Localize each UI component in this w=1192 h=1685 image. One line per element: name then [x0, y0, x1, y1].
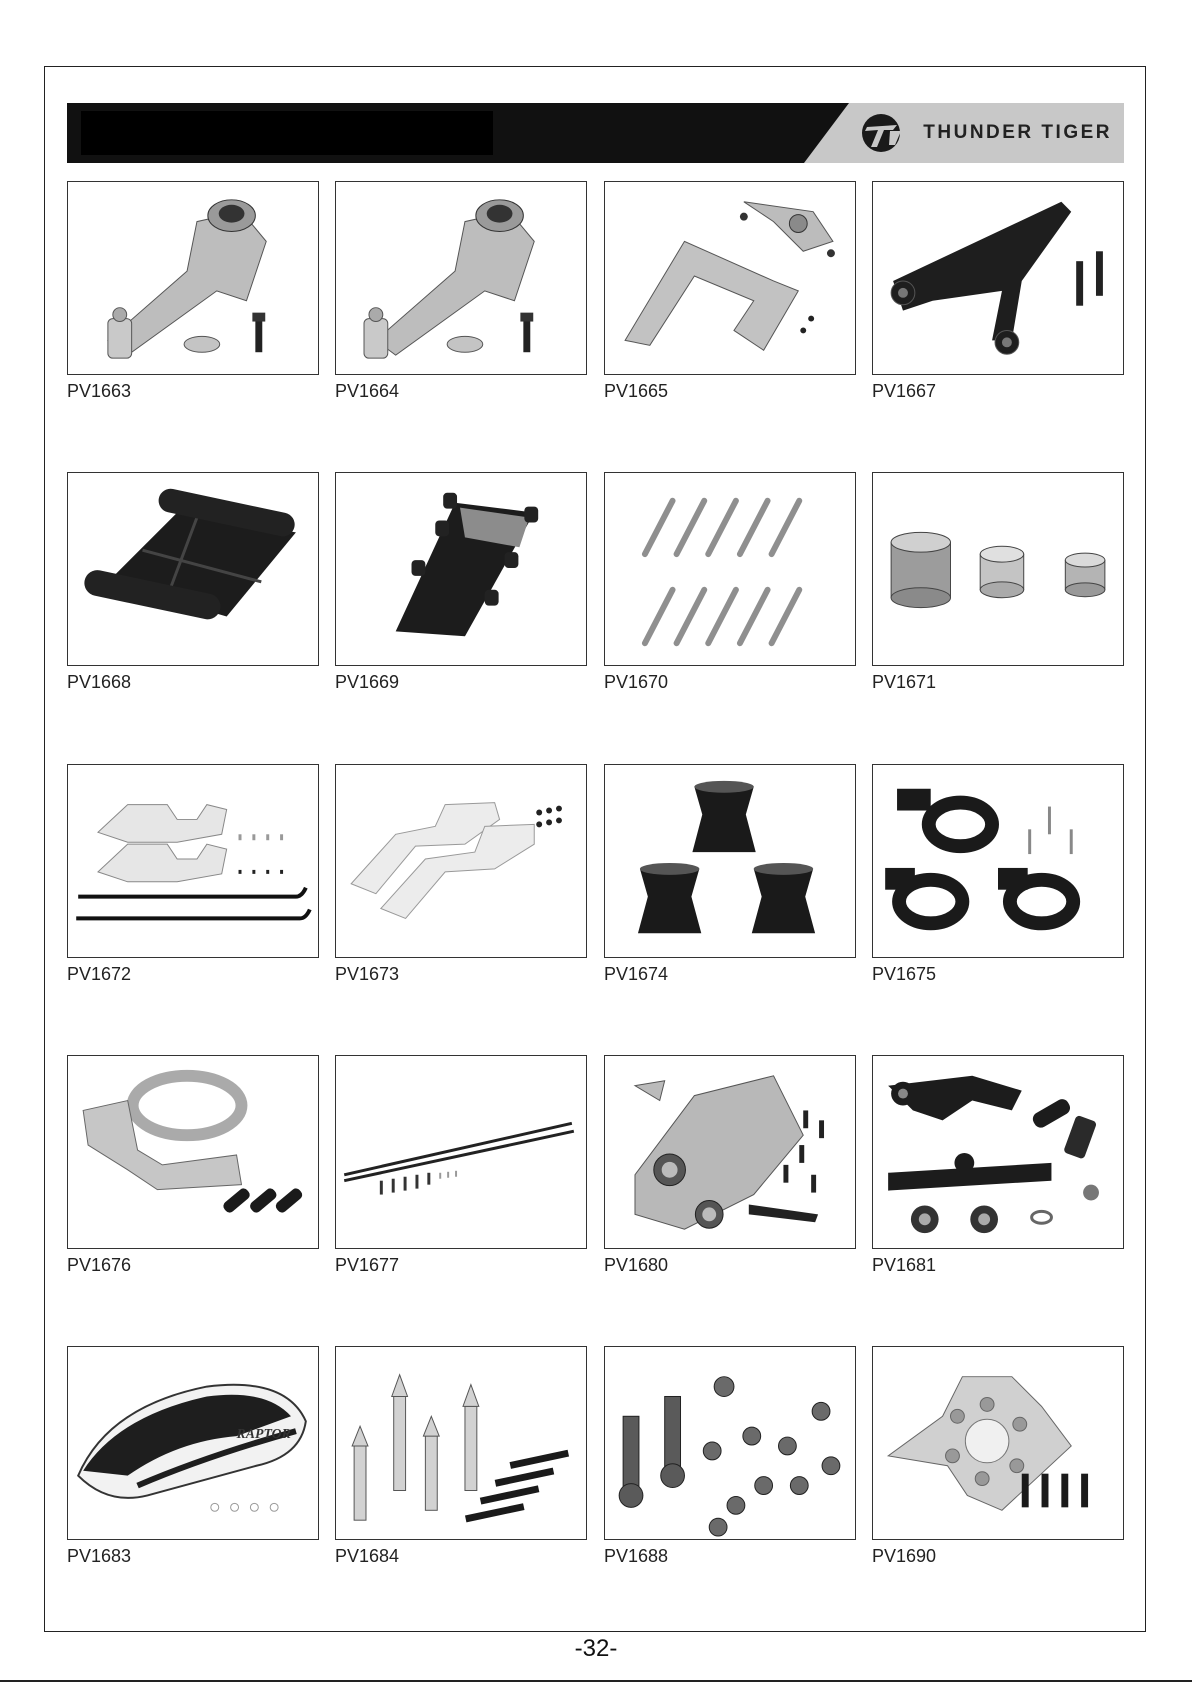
part-image — [335, 764, 587, 958]
part-code: PV1673 — [335, 964, 400, 984]
part-code: PV1677 — [335, 1255, 400, 1275]
part-item — [872, 764, 1124, 986]
part-item — [604, 181, 856, 403]
part-image — [335, 1346, 587, 1540]
collar-rings-icon — [873, 473, 1123, 665]
thunder-tiger-logo-icon — [857, 111, 913, 155]
part-item — [872, 472, 1124, 694]
part-code: PV1672 — [67, 964, 132, 984]
part-code: PV1674 — [604, 964, 669, 984]
parts-row — [67, 181, 1124, 411]
skid-plate-icon — [68, 473, 318, 665]
clamp-rings-icon — [873, 765, 1123, 957]
part-image — [335, 1055, 587, 1249]
part-item — [335, 764, 587, 986]
parts-row — [67, 472, 1124, 702]
part-item — [604, 472, 856, 694]
part-image — [604, 764, 856, 958]
part-code: PV1675 — [872, 964, 937, 984]
part-code: PV1665 — [604, 381, 669, 401]
part-code: PV1668 — [67, 672, 132, 692]
part-item — [604, 764, 856, 986]
page-number: -32- — [574, 1635, 618, 1662]
standoff-rods-icon — [605, 473, 855, 665]
struts-icon — [336, 765, 586, 957]
part-code: PV1681 — [872, 1255, 937, 1275]
part-item — [872, 181, 1124, 403]
part-image — [67, 1055, 319, 1249]
brand — [857, 111, 1112, 155]
parts-row — [67, 764, 1124, 994]
part-item — [872, 1055, 1124, 1277]
redacted-title — [81, 111, 493, 155]
brand-name: THUNDER TIGER — [923, 122, 1112, 143]
tail-case-icon — [605, 1056, 855, 1248]
landing-gear-icon — [68, 765, 318, 957]
part-image — [604, 181, 856, 375]
bearing-arm-icon — [68, 182, 318, 374]
part-code: PV1680 — [604, 1255, 669, 1275]
part-code: PV1671 — [872, 672, 937, 692]
bearing-arm-icon — [336, 182, 586, 374]
part-image — [604, 1346, 856, 1540]
part-code: PV1669 — [335, 672, 400, 692]
part-item — [335, 181, 587, 403]
part-image — [604, 472, 856, 666]
part-image — [872, 1055, 1124, 1249]
part-code: PV1690 — [872, 1546, 937, 1566]
part-code: PV1676 — [67, 1255, 132, 1275]
battery-tray-icon — [336, 473, 586, 665]
part-item — [335, 1346, 587, 1568]
part-item — [604, 1055, 856, 1277]
part-image — [335, 181, 587, 375]
part-item — [335, 1055, 587, 1277]
part-item — [335, 472, 587, 694]
part-image — [872, 764, 1124, 958]
part-code: PV1663 — [67, 381, 132, 401]
bottom-rule — [0, 1680, 1192, 1682]
part-item — [604, 1346, 856, 1568]
part-image — [67, 472, 319, 666]
part-image — [872, 1346, 1124, 1540]
part-image — [335, 472, 587, 666]
part-item — [67, 764, 319, 986]
part-image — [604, 1055, 856, 1249]
part-code: PV1664 — [335, 381, 400, 401]
part-image — [67, 764, 319, 958]
rods-icon — [336, 1056, 586, 1248]
parts-row — [67, 1346, 1124, 1576]
part-image — [67, 1346, 319, 1540]
svg-text:RAPTOR: RAPTOR — [236, 1426, 291, 1442]
page-header — [67, 103, 1124, 163]
canopy-icon — [68, 1347, 318, 1539]
part-item — [67, 472, 319, 694]
ball-links-icon — [605, 1347, 855, 1539]
part-code: PV1667 — [872, 381, 937, 401]
part-image — [872, 181, 1124, 375]
part-item — [67, 181, 319, 403]
part-code: PV1670 — [604, 672, 669, 692]
part-code: PV1683 — [67, 1546, 132, 1566]
parts-row — [67, 1055, 1124, 1285]
part-image — [872, 472, 1124, 666]
part-code: PV1684 — [335, 1546, 400, 1566]
part-item — [67, 1346, 319, 1568]
canopy-posts-icon — [336, 1347, 586, 1539]
frame-arm-icon — [605, 182, 855, 374]
clamp-collar-icon — [68, 1056, 318, 1248]
part-code: PV1688 — [604, 1546, 669, 1566]
motor-mount-icon — [873, 1347, 1123, 1539]
part-item — [67, 1055, 319, 1277]
bellcrank-set-icon — [873, 1056, 1123, 1248]
black-arm-icon — [873, 182, 1123, 374]
canopy-mounts-icon — [605, 765, 855, 957]
part-item — [872, 1346, 1124, 1568]
part-image — [67, 181, 319, 375]
